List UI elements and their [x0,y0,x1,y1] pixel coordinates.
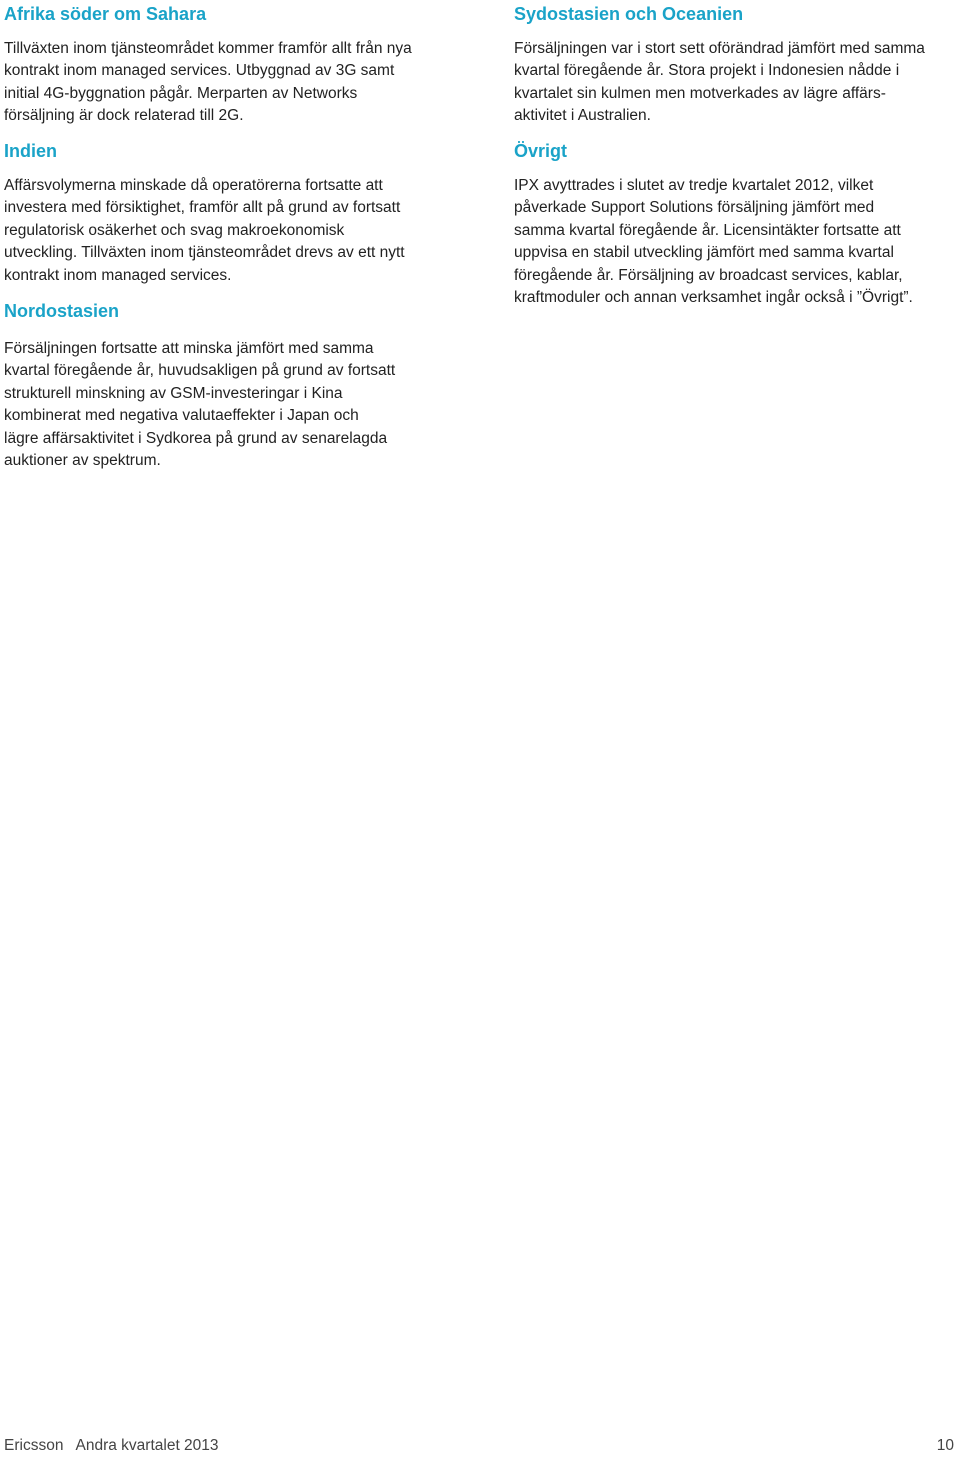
section-ovrigt [514,140,960,309]
section-body-ovrigt [514,175,960,309]
text-line: Affärsvolymerna minskade då operatörerna fortsatte att [4,177,383,194]
text-line: samma kvartal föregående år. Licensintäkter fortsatte att [514,221,901,239]
section-afrika [4,3,474,128]
section-heading-afrika: Afrika söder om Sahara [4,4,207,24]
text-line: utveckling. Tillväxten inom tjänsteområdet drevs av ett nytt [4,244,405,262]
section-body-sydostasien [514,38,960,128]
text-line: initial 4G-byggnation pågår. Merparten av Networks [4,84,358,102]
section-heading-sydostasien: Sydostasien och Oceanien [514,4,744,24]
text-line: kontrakt inom managed services. [4,266,232,284]
text-line: Försäljningen var i stort sett oförändrad jämfört med samma [514,40,925,57]
text-line: påverkade Support Solutions försäljning jämfört med [514,199,875,217]
text-line: uppvisa en stabil utveckling jämfört med samma kvartal [514,244,894,262]
section-body-indien [4,175,474,287]
page-footer [4,1437,956,1459]
text-line: aktivitet i Australien. [514,107,651,125]
text-line: kombinerat med negativa valutaeffekter i Japan och [4,407,359,425]
text-line: försäljning är dock relaterad till 2G. [4,107,244,125]
text-line: Tillväxten inom tjänsteområdet kommer framför allt från nya [4,40,412,57]
text-line: IPX avyttrades i slutet av tredje kvartalet 2012, vilket [514,177,874,194]
text-line: regulatorisk osäkerhet och svag makroekonomisk [4,221,345,239]
page-number: 10 [936,1437,954,1454]
text-line: kontrakt inom managed services. Utbyggnad av 3G samt [4,62,395,80]
section-sydostasien [514,3,960,128]
text-line: investera med försiktighet, framför allt på grund av fortsatt [4,199,401,217]
section-body-nordostasien [4,338,474,472]
text-line: Försäljningen fortsatte att minska jämfört med samma [4,340,374,357]
section-heading-nordostasien: Nordostasien [4,301,120,321]
text-line: kraftmoduler och annan verksamhet ingår också i ”Övrigt”. [514,289,913,307]
section-heading-ovrigt: Övrigt [514,141,568,161]
text-line: föregående år. Försäljning av broadcast services, kablar, [514,266,903,284]
text-line: auktioner av spektrum. [4,452,161,470]
text-line: lägre affärsaktivitet i Sydkorea på grund av senarelagda [4,429,388,447]
section-body-afrika [4,38,474,128]
footer-report-title: Ericsson Andra kvartalet 2013 [4,1437,219,1454]
section-heading-indien: Indien [4,141,57,161]
text-line: kvartalet sin kulmen men motverkades av lägre affärs- [514,84,886,102]
text-line: kvartal föregående år. Stora projekt i Indonesien nådde i [514,62,900,80]
section-indien [4,140,474,287]
text-line: strukturell minskning av GSM-investeringar i Kina [4,384,343,402]
section-nordostasien [4,300,474,472]
text-line: kvartal föregående år, huvudsakligen på grund av fortsatt [4,362,396,380]
